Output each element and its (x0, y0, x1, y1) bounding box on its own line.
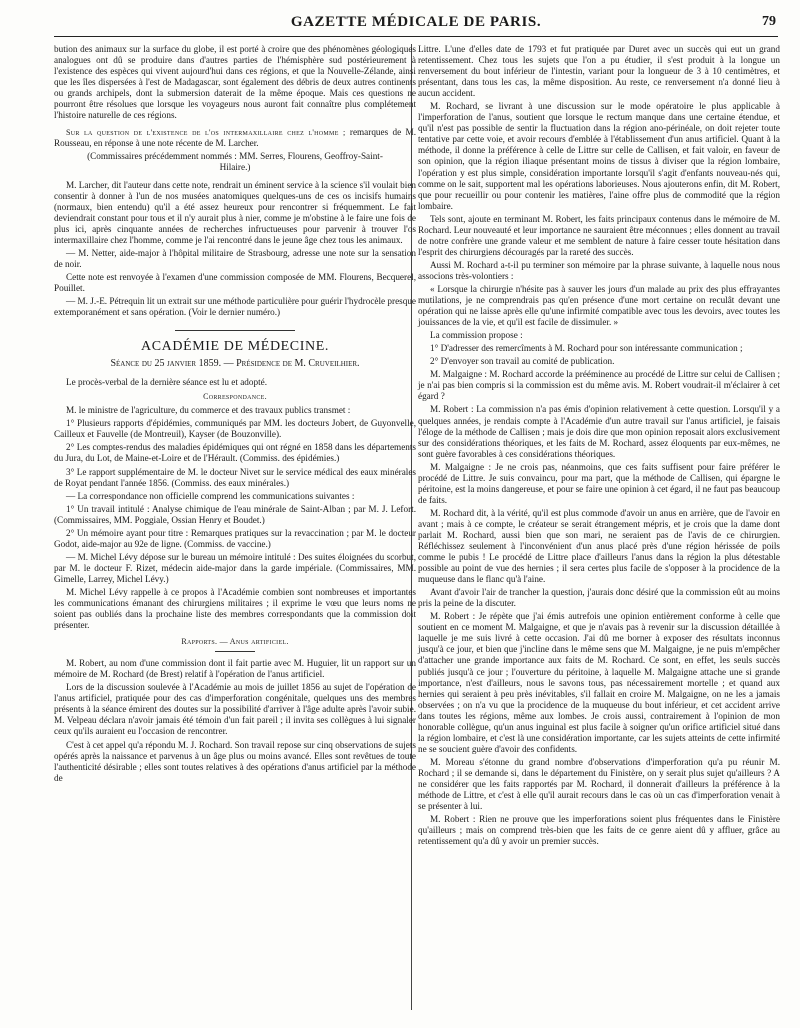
paragraph: Lors de la discussion soulevée à l'Académie au mois de juillet 1856 au sujet de l'opération de l'anus artificiel, pratiquée pour des cas d'imperforation congénitale, quelques uns des membres présents à la séance émirent des doutes sur la possibilité d'arriver à l'âge adulte après l'avoir subie. M. Velpeau déclara n'avoir jamais été témoin d'un fait pareil ; il invita ses collègues à lui signaler ceux qu'ils auraient eu l'occasion de rencontrer. (54, 682, 416, 737)
journal-title: GAZETTE MÉDICALE DE PARIS. (290, 14, 542, 30)
paragraph-heading (54, 127, 416, 149)
paragraph: Avant d'avoir l'air de trancher la question, j'aurais donc désiré que la commission eût au moins pris la peine de la discuter. (418, 587, 780, 609)
paragraph: bution des animaux sur la surface du globe, il est porté à croire que des phénomènes géologiques analogues ont dû se produire dans d'autres parties de l'hémisphère sud postérieurement à l'existence des espèces qui vivent aujourd'hui dans ces régions, et que la Nouvelle-Zélande, ainsi que les îles dispersées à l'est de Madagascar, sont également des débris de deux autres continents ou grands archipels, dont la submersion daterait de la même époque. Mais ces questions ne pourront être résolues que lorsque les voyageurs nous auront fait connaître plus complétement l'histoire naturelle de ces régions. (54, 44, 416, 121)
commissioners-note: (Commissaires précédemment nommés : MM. Serres, Flourens, Geoffroy-Saint-Hilaire.) (87, 151, 383, 173)
paragraph: M. Larcher, dit l'auteur dans cette note, rendrait un éminent service à la science s'il voulait bien consentir à donner à l'un de nos musées anatomiques quelques-uns de ces os incisifs humains (normaux, bien entendu) qu'il a été assez heureux pour rencontrer si fréquemment. Le fait deviendrait constant pour tous et il n'y aurait plus à nier, comme je m'obstine à le faire une fois de plus ici, après cinquante années de recherches infructueuses pour parvenir à trouver l'os intermaxillaire chez l'homme, comme je l'ai rencontré dans le jeune âge chez tous les animaux. (54, 179, 416, 245)
paragraph: 1° Un travail intitulé : Analyse chimique de l'eau minérale de Saint-Alban ; par M. J. Lefort. (Commissaires, MM. Poggiale, Ossian Henry et Boudet.) (54, 503, 416, 525)
paragraph: Littre. L'une d'elles date de 1793 et fut pratiquée par Duret avec un succès qui eut un grand retentissement. Chez tous les sujets que l'on a pu étudier, il s'est produit à la longue un renversement du bout inférieur de l'intestin, variant pour la longueur de 3 à 10 centimètres, et présentant, dans tous les cas, la même disposition. Au reste, ce renversement n'a donné lieu à aucun accident. (418, 44, 780, 99)
paragraph: Tels sont, ajoute en terminant M. Robert, les faits principaux contenus dans le mémoire de M. Rochard. Leur nouveauté et leur importance ne sauraient être méconnues ; elles donnent au travail de notre confrère une grande valeur et me semblent de nature à faire cesser toute hésitation dans l'esprit des chirurgiens découragés par la rareté des succès. (418, 213, 780, 257)
paragraph: 1° Plusieurs rapports d'épidémies, communiqués par MM. les docteurs Jobert, de Guyonvelle, Cailleux et Fauvelle (de Montreuil), Kayser (de Bouzonville). (54, 418, 416, 440)
paragraph: — La correspondance non officielle comprend les communications suivantes : (66, 490, 355, 501)
right-column (418, 44, 780, 849)
short-rule (215, 651, 255, 652)
paragraph: 3° Le rapport supplémentaire de M. le docteur Nivet sur le service médical des eaux minérales de Royat pendant l'année 1856. (Commiss. des eaux minérales.) (54, 466, 416, 488)
paragraph: M. Robert : Rien ne prouve que les imperforations soient plus fréquentes dans le Finistère qu'ailleurs ; mais on comprend très-bien que les faits de ce genre aient dû y affluer, grâce au retentissement qu'a dû y avoir un premier succès. (418, 814, 780, 847)
session-line: Séance du 25 janvier 1859. — Présidence de M. Cruveilhier. (110, 358, 360, 370)
paragraph: C'est à cet appel qu'a répondu M. J. Rochard. Son travail repose sur cinq observations de sujets opérés après la naissance et parvenus à un âge plus ou moins avancé. Elles sont revêtues de toute l'authenticité désirable ; elles sont toutes relatives à des opérations d'anus artificiel par la méthode de (54, 739, 416, 783)
paragraph: M. Malgaigne : M. Rochard accorde la prééminence au procédé de Littre sur celui de Callisen ; je n'ai pas bien compris si la commission est du même avis. M. Robert voudrait-il m'éclairer à cet égard ? (418, 369, 781, 402)
paragraph: M. Robert : Je répète que j'ai émis autrefois une opinion entièrement conforme à celle que soutient en ce moment M. Malgaigne, et que je n'avais pas à revenir sur la discussion détaillée à laquelle je me suis livré à cette occasion. J'ai dû me borner à exposer des résultats inconnus jusqu'à ce jour, et bien que j'incline dans le même sens que M. Malgaigne, je ne puis m'empêcher d'attacher une grande importance aux faits de M. Rochard. Ce sont, en effet, les seuls succès publiés jusqu'à ce jour ; l'ouverture du péritoine, à laquelle M. Malgaigne attache une si grande importance, n'est d'ailleurs, nous le savons tous, pas nécessairement mortelle ; et quand aux hernies qui seraient à peu près inévitables, s'il fallait en croire M. Malgaigne, on ne les a jamais observées ; on n'a vu que la procidence de la muqueuse du bout inférieur, et cet accident arrive dans toutes les régions, même aux lombes. Je crois aussi, contrairement à l'opinion de mon honorable collègue, qu'un anus inguinal est plus facile à soigner qu'un orifice artificiel situé dans la région lombaire, et c'est là une considération importante, car les sujets atteints de cette infirmité ne se soucient guère d'avoir des confidents. (418, 611, 780, 754)
paragraph: Aussi M. Rochard a-t-il pu terminer son mémoire par la phrase suivante, à laquelle nous nous associons très-volontiers : (418, 259, 780, 281)
paragraph: M. Moreau s'étonne du grand nombre d'observations d'imperforation qu'a pu réunir M. Rochard ; il se demande si, dans le département du Finistère, on y serait plus sujet qu'ailleurs ? A ne considérer que les faits rapportés par M. Rochard, il donnerait d'ailleurs la préférence à la méthode de Littre, et c'est à elle qu'il aurait recours dans le cas où un cas d'imperforation venait à se présenter à lui. (418, 756, 780, 812)
paragraph: La commission propose : (430, 330, 523, 341)
paragraph: — M. Netter, aide-major à l'hôpital militaire de Strasbourg, adresse une note sur la sensation de noir. (54, 247, 416, 269)
paragraph: M. le ministre de l'agriculture, du commerce et des travaux publics transmet : (66, 405, 351, 416)
page-number: 79 (762, 14, 776, 29)
paragraph: Cette note est renvoyée à l'examen d'une commission composée de MM. Flourens, Becquerel, Pouillet. (54, 271, 416, 293)
topic-label: Sur la question de l'existence de l'os intermaxillaire chez l'homme ; (66, 128, 346, 138)
paragraph: 2° D'envoyer son travail au comité de publication. (430, 356, 615, 367)
section-separator (175, 330, 295, 331)
topic-text: remarques de M. Rousseau, en réponse à une note récente de M. Larcher. (54, 127, 416, 149)
paragraph: M. Rochard dit, à la vérité, qu'il est plus commode d'avoir un anus en arrière, que de l'avoir en avant ; mais à ce compte, le créateur se serait étrangement mépris, et je crois que la dame dont parlait M. Rochard, aussi bien que son mari, ne seraient pas de l'avis de ce chirurgien. Réfléchissez seulement à l'inconvénient d'un anus placé près d'une région hérissée de poils comme le pubis ! Le procédé de Littre place d'ailleurs l'anus dans la région la plus détestable possible au point de vue des hernies ; il sera certes plus facile de s'opposer à la procidence de la muqueuse dans le flanc qu'à l'aine. (418, 507, 780, 585)
paragraph: M. Robert : La commission n'a pas émis d'opinion relativement à cette question. Lorsqu'il y a quelques années, je rendais compte à l'Académie d'un autre travail sur l'anus artificiel, je faisais l'éloge de la méthode de Callisen ; mais je dois dire que mon opinion reposait alors exclusivement sur des considérations théoriques, et les faits de M. Rochard, assez éloquents par eux-mêmes, ne sont guère favorables à ces considérations théoriques. (418, 404, 780, 459)
paragraph: — M. J.-E. Pétrequin lit un extrait sur une méthode particulière pour guérir l'hydrocèle presque extemporanément et sans opération. (Voir le dernier numéro.) (54, 295, 416, 318)
left-column (54, 44, 416, 786)
subsection-heading: Rapports. — Anus artificiel. (181, 637, 289, 647)
paragraph: 2° Les comptes-rendus des maladies épidémiques qui ont régné en 1858 dans les départements du Jura, du Lot, de Maine-et-Loire et de l'Hérault. (Commiss. des épidémies.) (54, 442, 416, 464)
paragraph: M. Michel Lévy rappelle à ce propos à l'Académie combien sont nombreuses et importantes les communications émanant des chirurgiens militaires ; il exprime le vœu que leurs noms ne soient pas oubliés dans la prochaine liste des membres correspondants que la commission doit présenter. (54, 586, 416, 631)
quotation: « Lorsque la chirurgie n'hésite pas à sauver les jours d'un malade au prix des plus effrayantes mutilations, je ne comprendrais pas qu'en présence d'une mort certaine on reculât devant une opération qui ne laisse après elle qu'une infirmité compatible avec tous les devoirs, avec toutes les jouissances de la vie, et qu'il est facile de dissimuler. » (418, 283, 780, 328)
paragraph: M. Malgaigne : Je ne crois pas, néanmoins, que ces faits suffisent pour faire préférer le procédé de Littre. Je suis convaincu, pour ma part, que la méthode de Callisen, qui épargne le péritoine, est la moins dangereuse, et pour se faire une opinion à cet égard, il ne faut pas beaucoup de faits. (418, 461, 780, 505)
paragraph: 1° D'adresser des remercîments à M. Rochard pour son intéressante communication ; (430, 343, 743, 354)
subsection-heading: Correspondance. (203, 392, 267, 402)
paragraph: M. Rochard, se livrant à une discussion sur le mode opératoire le plus applicable à l'imperforation de l'anus, soutient que lorsque le rectum manque dans une certaine étendue, et qu'il n'est pas possible de sentir la fluctuation dans la région ano-périnéale, on doit rejeter toute tentative par cette voie, et avoir recours d'emblée à l'établissement d'un anus artificiel. Quant à la méthode, il donne la préférence à celle de Littre sur celle de Callisen, et fait valoir, en faveur de son opinion, que la région iliaque présentant moins de tissus à diviser que la région lombaire, l'opération y est plus simple, considération importante lorsqu'il s'agit d'enfants nouveau-nés qui, comme on le sait, supportent mal les opérations laborieuses. Nous ajouterons enfin, dit M. Robert, que pour recueillir ou pour contenir les matières, l'aine offre plus de commodité que la région lombaire. (418, 101, 780, 211)
page-header (54, 10, 778, 37)
section-title: ACADÉMIE DE MÉDECINE. (141, 339, 329, 355)
paragraph: M. Robert, au nom d'une commission dont il fait partie avec M. Huguier, lit un rapport sur un mémoire de M. Rochard (de Brest) relatif à l'opération de l'anus artificiel. (54, 658, 416, 680)
paragraph: 2° Un mémoire ayant pour titre : Remarques pratiques sur la revaccination ; par M. le docteur Godot, aide-major au 92e de ligne. (Commiss. de vaccine.) (54, 527, 416, 549)
paragraph: — M. Michel Lévy dépose sur le bureau un mémoire intitulé : Des suites éloignées du scorbut, par M. le docteur F. Rizet, médecin aide-major dans la garde impériale. (Commissaires, MM. Gimelle, Larrey, Michel Lévy.) (54, 551, 416, 584)
paragraph: Le procès-verbal de la dernière séance est lu et adopté. (66, 377, 267, 388)
